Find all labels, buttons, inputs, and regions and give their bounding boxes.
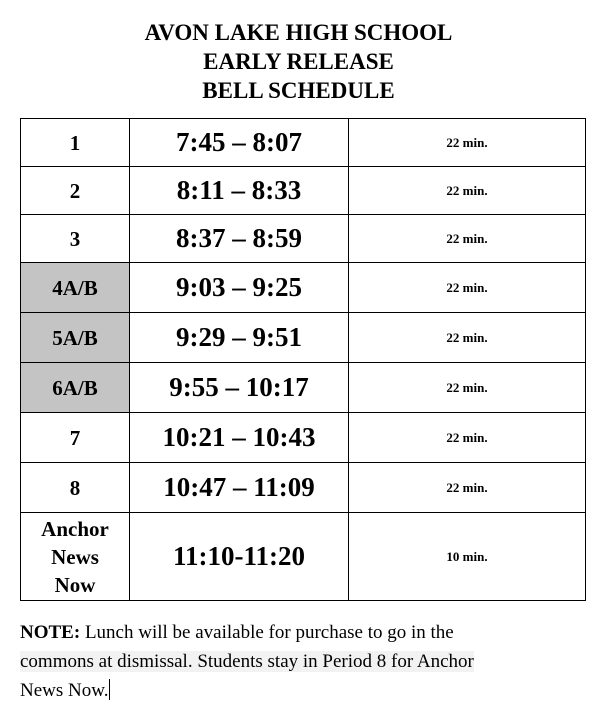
note-text: News Now. bbox=[20, 680, 109, 701]
note-text: commons at dismissal. Students stay in Period 8 for Anchor bbox=[20, 651, 474, 672]
table-row bbox=[21, 263, 586, 313]
table-row bbox=[21, 413, 586, 463]
note-paragraph[interactable] bbox=[20, 618, 580, 705]
note-line bbox=[20, 618, 580, 647]
period-cell: 5A/B bbox=[21, 313, 130, 363]
period-cell: 1 bbox=[21, 119, 130, 167]
table-row bbox=[21, 463, 586, 513]
time-cell: 8:11 – 8:33 bbox=[130, 167, 349, 215]
note-label: NOTE: bbox=[20, 622, 81, 643]
period-cell: 3 bbox=[21, 215, 130, 263]
duration-cell: 10 min. bbox=[349, 513, 586, 601]
period-cell: 7 bbox=[21, 413, 130, 463]
period-cell: 4A/B bbox=[21, 263, 130, 313]
text-cursor bbox=[109, 679, 110, 700]
period-cell-anchor-news-now bbox=[21, 513, 130, 601]
time-cell: 9:03 – 9:25 bbox=[130, 263, 349, 313]
duration-cell: 22 min. bbox=[349, 413, 586, 463]
title-school: AVON LAKE HIGH SCHOOL bbox=[144, 20, 453, 45]
time-cell: 10:21 – 10:43 bbox=[130, 413, 349, 463]
period-cell: 2 bbox=[21, 167, 130, 215]
duration-cell: 22 min. bbox=[349, 313, 586, 363]
duration-cell: 22 min. bbox=[349, 119, 586, 167]
table-row bbox=[21, 513, 586, 601]
duration-cell: 22 min. bbox=[349, 463, 586, 513]
table-row bbox=[21, 215, 586, 263]
title-release: EARLY RELEASE bbox=[203, 49, 394, 74]
time-cell: 7:45 – 8:07 bbox=[130, 119, 349, 167]
period-label-line: Anchor bbox=[41, 516, 109, 541]
table-row bbox=[21, 119, 586, 167]
note-line bbox=[20, 647, 580, 676]
time-cell: 9:55 – 10:17 bbox=[130, 363, 349, 413]
duration-cell: 22 min. bbox=[349, 263, 586, 313]
duration-cell: 22 min. bbox=[349, 363, 586, 413]
table-row bbox=[21, 167, 586, 215]
time-cell: 9:29 – 9:51 bbox=[130, 313, 349, 363]
period-cell: 8 bbox=[21, 463, 130, 513]
time-cell: 8:37 – 8:59 bbox=[130, 215, 349, 263]
document-title bbox=[0, 18, 597, 105]
time-cell: 10:47 – 11:09 bbox=[130, 463, 349, 513]
table-row bbox=[21, 363, 586, 413]
title-schedule: BELL SCHEDULE bbox=[202, 78, 395, 103]
note-line bbox=[20, 676, 580, 705]
duration-cell: 22 min. bbox=[349, 215, 586, 263]
time-cell: 11:10-11:20 bbox=[130, 513, 349, 601]
duration-cell: 22 min. bbox=[349, 167, 586, 215]
note-text: Lunch will be available for purchase to go in the bbox=[80, 622, 454, 643]
period-label-line: News bbox=[51, 544, 99, 569]
period-label-line: Now bbox=[54, 572, 96, 597]
period-cell: 6A/B bbox=[21, 363, 130, 413]
bell-schedule-table bbox=[20, 118, 586, 601]
table-row bbox=[21, 313, 586, 363]
